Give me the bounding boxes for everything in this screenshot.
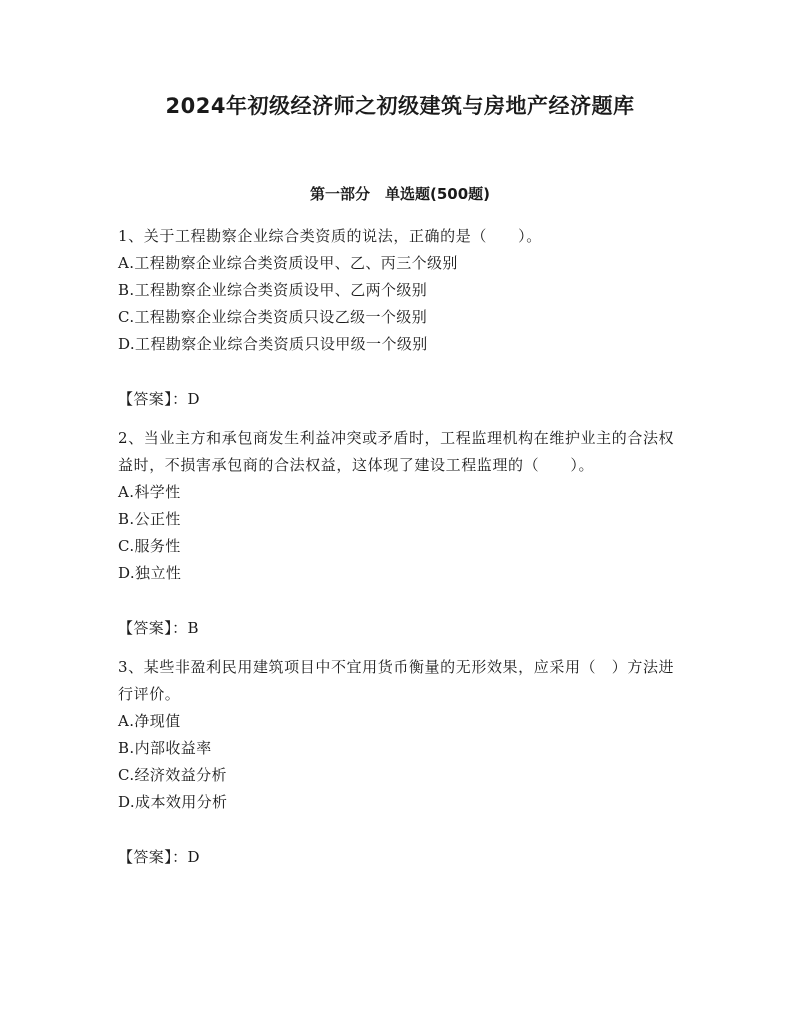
question-stem: 2、当业主方和承包商发生利益冲突或矛盾时，工程监理机构在维护业主的合法权益时，不损害承包商的合法权益，这体现了建设工程监理的（ ）。 bbox=[118, 429, 675, 474]
answer-line bbox=[118, 615, 688, 642]
document-title: 2024年初级经济师之初级建筑与房地产经济题库 bbox=[165, 94, 635, 118]
option-b: B.工程勘察企业综合类资质设甲、乙两个级别 bbox=[118, 281, 428, 299]
answer-line bbox=[118, 844, 688, 871]
section-title: 第一部分 单选题(500题) bbox=[309, 185, 491, 203]
option-d: D.成本效用分析 bbox=[118, 793, 228, 811]
question-stem: 1、关于工程勘察企业综合类资质的说法，正确的是（ ）。 bbox=[118, 227, 542, 245]
option-a: A.净现值 bbox=[118, 712, 181, 730]
option-c: C.服务性 bbox=[118, 537, 181, 555]
option-d: D.独立性 bbox=[118, 564, 182, 582]
option-b: B.公正性 bbox=[118, 510, 181, 528]
answer-value: D bbox=[187, 390, 200, 408]
question-3 bbox=[118, 654, 688, 871]
option-c: C.经济效益分析 bbox=[118, 766, 227, 784]
question-2 bbox=[118, 425, 688, 642]
option-a: A.工程勘察企业综合类资质设甲、乙、丙三个级别 bbox=[118, 254, 458, 272]
option-c: C.工程勘察企业综合类资质只设乙级一个级别 bbox=[118, 308, 428, 326]
answer-label: 【答案】： bbox=[118, 848, 188, 866]
option-a: A.科学性 bbox=[118, 483, 181, 501]
answer-value: B bbox=[187, 619, 199, 637]
answer-label: 【答案】： bbox=[118, 619, 188, 637]
option-b: B.内部收益率 bbox=[118, 739, 212, 757]
question-list bbox=[118, 223, 688, 883]
question-stem: 3、某些非盈利民用建筑项目中不宜用货币衡量的无形效果，应采用（ ）方法进行评价。 bbox=[118, 658, 675, 703]
answer-label: 【答案】： bbox=[118, 390, 188, 408]
answer-line bbox=[118, 386, 688, 413]
question-1 bbox=[118, 223, 688, 413]
answer-value: D bbox=[187, 848, 200, 866]
option-d: D.工程勘察企业综合类资质只设甲级一个级别 bbox=[118, 335, 428, 353]
